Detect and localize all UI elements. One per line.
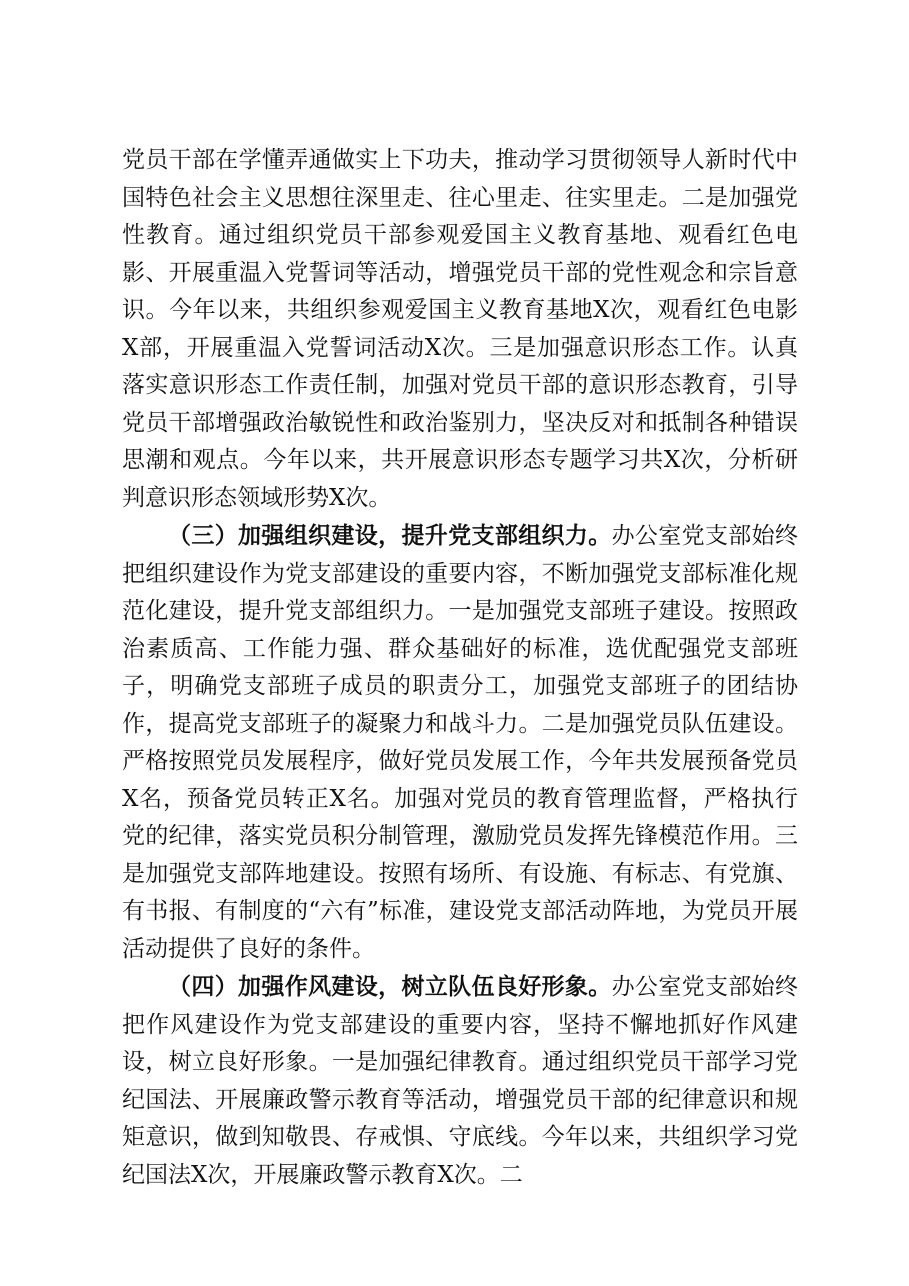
section-3-paragraph [122, 517, 798, 968]
section-4-paragraph [122, 968, 798, 1194]
document-body [122, 142, 798, 1194]
section-3-heading: （三）加强组织建设，提升党支部组织力。 [168, 522, 612, 549]
section-4-body: 办公室党支部始终把作风建设作为党支部建设的重要内容，坚持不懈地抓好作风建设，树立良好形象。一是加强纪律教育。通过组织党员干部学习党纪国法、开展廉政警示教育等活动，增强党员干部的纪律意识和规矩意识，做到知敬畏、存戒惧、守底线。今年以来，共组织学习党纪国法X次，开展廉政警示教育X次。二 [122, 974, 799, 1188]
section-3-body: 办公室党支部始终把组织建设作为党支部建设的重要内容，不断加强党支部标准化规范化建设，提升党支部组织力。一是加强党支部班子建设。按照政治素质高、工作能力强、群众基础好的标准，选优配强党支部班子，明确党支部班子成员的职责分工，加强党支部班子的团结协作，提高党支部班子的凝聚力和战斗力。二是加强党员队伍建设。严格按照党员发展程序，做好党员发展工作，今年共发展预备党员X名，预备党员转正X名。加强对党员的教育管理监督，严格执行党的纪律，落实党员积分制管理，激励党员发挥先锋模范作用。三是加强党支部阵地建设。按照有场所、有设施、有标志、有党旗、有书报、有制度的“六有”标准，建设党支部活动阵地，为党员开展活动提供了良好的条件。 [122, 523, 799, 962]
paragraph-continuation: 党员干部在学懂弄通做实上下功夫，推动学习贯彻领导人新时代中国特色社会主义思想往深里走、往心里走、往实里走。二是加强党性教育。通过组织党员干部参观爱国主义教育基地、观看红色电影、开展重温入党誓词等活动，增强党员干部的党性观念和宗旨意识。今年以来，共组织参观爱国主义教育基地X次，观看红色电影X部，开展重温入党誓词活动X次。三是加强意识形态工作。认真落实意识形态工作责任制，加强对党员干部的意识形态教育，引导党员干部增强政治敏锐性和政治鉴别力，坚决反对和抵制各种错误思潮和观点。今年以来，共开展意识形态专题学习共X次，分析研判意识形态领域形势X次。 [122, 147, 798, 511]
section-4-heading: （四）加强作风建设，树立队伍良好形象。 [168, 973, 612, 1000]
